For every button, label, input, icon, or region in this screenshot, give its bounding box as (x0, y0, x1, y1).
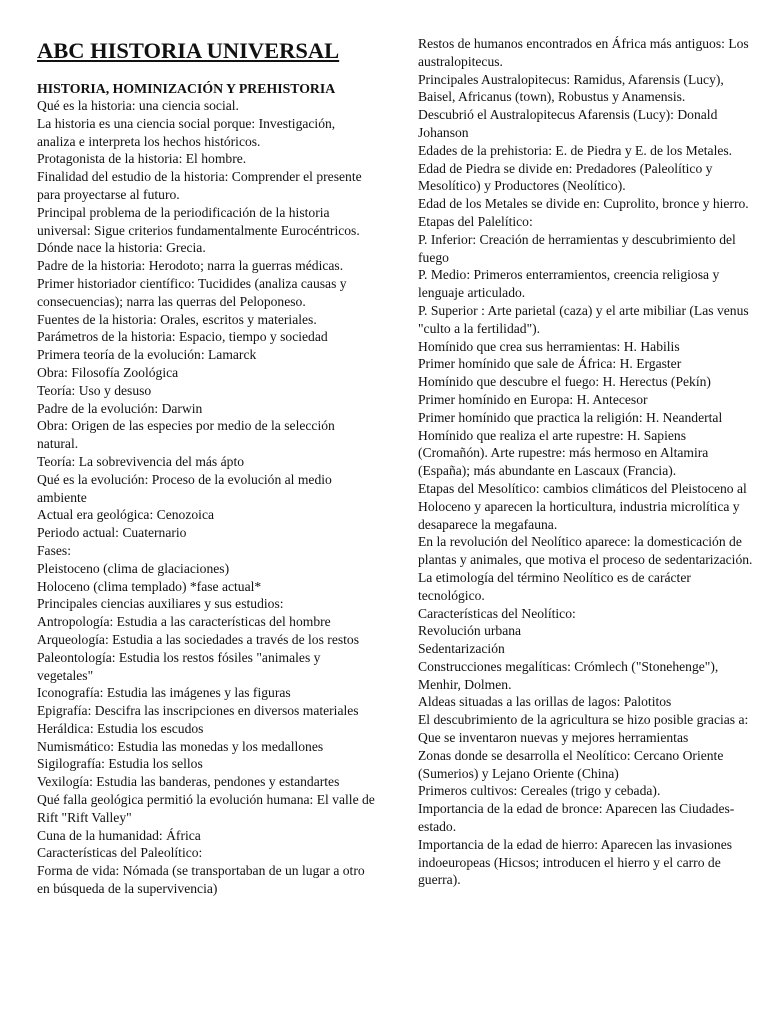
entry-line: Zonas donde se desarrolla el Neolítico: Cercano Oriente (Sumerios) y Lejano Oriente (China) (418, 747, 724, 781)
entry-line: Dónde nace la historia: Grecia. (37, 240, 206, 256)
entry-line: Teoría: Uso y desuso (37, 382, 152, 398)
entry-line: Edad de los Metales se divide en: Cuprolito, bronce y hierro. (418, 196, 749, 212)
entry-line: La historia es una ciencia social porque: Investigación, analiza e interpreta los hechos históricos. (37, 115, 336, 149)
entry-line: Obra: Origen de las especies por medio de la selección natural. (37, 418, 335, 452)
entry-line: Paleontología: Estudia los restos fósiles "animales y vegetales" (37, 649, 321, 683)
entry-line: Características del Paleolítico: (37, 845, 203, 861)
entry-line: La etimología del término Neolítico es de carácter tecnológico. (418, 569, 691, 603)
entry-line: Heráldica: Estudia los escudos (37, 720, 204, 736)
entry-line: Importancia de la edad de hierro: Aparecen las invasiones indoeuropeas (Hicsos; introducen el hierro y el carro de guerra). (418, 836, 733, 888)
entry-line: Teoría: La sobrevivencia del más ápto (37, 453, 245, 469)
entry-line: Actual era geológica: Cenozoica (37, 507, 215, 523)
entry-line: Epigrafía: Descifra las inscripciones en diversos materiales (37, 703, 359, 719)
entry-line: Obra: Filosofía Zoológica (37, 364, 179, 380)
entry-line: Primer historiador científico: Tucidides (analiza causas y consecuencias); narra las querras del Peloponeso. (37, 275, 347, 309)
left-entry-list (37, 97, 377, 898)
entry-line: Qué es la evolución: Proceso de la evolución al medio ambiente (37, 471, 332, 505)
entry-line: Edad de Piedra se divide en: Predadores (Paleolítico y Mesolítico) y Productores (Neolítico). (418, 160, 713, 194)
entry-line: En la revolución del Neolítico aparece: la domesticación de plantas y animales, que motiva el proceso de sedentarización. (418, 534, 753, 568)
entry-line: Protagonista de la historia: El hombre. (37, 151, 247, 167)
entry-line: Cuna de la humanidad: África (37, 827, 201, 843)
entry-line: Importancia de la edad de bronce: Aparecen las Ciudades-estado. (418, 801, 735, 835)
entry-line: Edades de la prehistoria: E. de Piedra y E. de los Metales. (418, 142, 733, 158)
entry-line: Holoceno (clima templado) *fase actual* (37, 578, 262, 594)
entry-line: Vexilogía: Estudia las banderas, pendones y estandartes (37, 774, 340, 790)
entry-line: Construcciones megalíticas: Crómlech ("Stonehenge"), Menhir, Dolmen. (418, 658, 719, 692)
entry-line: El descubrimiento de la agricultura se hizo posible gracias a: Que se inventaron nuevas y mejores herramientas (418, 712, 749, 746)
entry-line: Etapas del Palelítico: (418, 213, 533, 229)
entry-line: P. Inferior: Creación de herramientas y descubrimiento del fuego (418, 231, 736, 265)
entry-line: Pleistoceno (clima de glaciaciones) (37, 560, 230, 576)
entry-line: Principales Australopitecus: Ramidus, Afarensis (Lucy), Baisel, Africanus (town), Robustus y Anamensis. (418, 71, 724, 105)
section-heading: HISTORIA, HOMINIZACIÓN Y PREHISTORIA (37, 81, 336, 96)
entry-line: Principal problema de la periodificación de la historia universal: Sigue criterios fundamentalmente Eurocéntricos. (37, 204, 360, 238)
document-title: ABC HISTORIA UNIVERSAL (37, 38, 340, 63)
entry-line: Sigilografía: Estudia los sellos (37, 756, 203, 772)
entry-line: Periodo actual: Cuaternario (37, 525, 187, 541)
entry-line: Revolución urbana (418, 623, 522, 639)
entry-line: P. Superior : Arte parietal (caza) y el arte mibiliar (Las venus "culto a la fertilidad"). (418, 302, 749, 336)
entry-line: Primera teoría de la evolución: Lamarck (37, 347, 257, 363)
entry-line: Primeros cultivos: Cereales (trigo y cebada). (418, 783, 661, 799)
entry-line: Arqueología: Estudia a las sociedades a través de los restos (37, 631, 360, 647)
entry-line: Finalidad del estudio de la historia: Comprender el presente para proyectarse al futuro. (37, 169, 362, 202)
entry-line: Homínido que descubre el fuego: H. Herectus (Pekín) (418, 374, 711, 390)
entry-line: Descubrió el Australopitecus Afarensis (Lucy): Donald Johanson (418, 107, 718, 140)
entry-line: Homínido que realiza el arte rupestre: H. Sapiens (Cromañón). Arte rupestre: más hermoso en Altamira (España); más abundante en Lascaux (Francia). (418, 427, 709, 479)
entry-line: Padre de la evolución: Darwin (37, 400, 203, 416)
right-entry-list (418, 35, 758, 889)
entry-line: Primer homínido que practica la religión: H. Neandertal (418, 409, 723, 425)
entry-line: Fuentes de la historia: Orales, escritos y materiales. (37, 311, 317, 327)
entry-line: Primer homínido en Europa: H. Antecesor (418, 391, 648, 407)
entry-line: Iconografía: Estudia las imágenes y las figuras (37, 685, 291, 701)
entry-line: Primer homínido que sale de África: H. Ergaster (418, 356, 682, 372)
entry-line: P. Medio: Primeros enterramientos, creencia religiosa y lenguaje articulado. (418, 267, 720, 301)
entry-line: Sedentarización (418, 641, 505, 657)
entry-line: Homínido que crea sus herramientas: H. Habilis (418, 338, 680, 354)
entry-line: Antropología: Estudia a las características del hombre (37, 614, 331, 630)
entry-line: Forma de vida: Nómada (se transportaban de un lugar a otro en búsqueda de la supervivencia) (37, 863, 365, 897)
entry-line: Principales ciencias auxiliares y sus estudios: (37, 596, 284, 612)
entry-line: Fases: (37, 542, 71, 558)
entry-line: Numismático: Estudia las monedas y los medallones (37, 738, 324, 754)
entry-line: Padre de la historia: Herodoto; narra la guerras médicas. (37, 258, 344, 274)
entry-line: Parámetros de la historia: Espacio, tiempo y sociedad (37, 329, 328, 345)
entry-line: Etapas del Mesolítico: cambios climáticos del Pleistoceno al Holoceno y aparecen la horticultura, industria microlítica y desaparece la megafauna. (418, 480, 747, 532)
entry-line: Características del Neolítico: (418, 605, 576, 621)
entry-line: Restos de humanos encontrados en África más antiguos: Los australopitecus. (418, 36, 749, 69)
entry-line: Qué falla geológica permitió la evolución humana: El valle de Rift "Rift Valley" (37, 792, 375, 825)
entry-line: Qué es la historia: una ciencia social. (37, 98, 239, 113)
entry-line: Aldeas situadas a las orillas de lagos: Palotitos (418, 694, 672, 710)
